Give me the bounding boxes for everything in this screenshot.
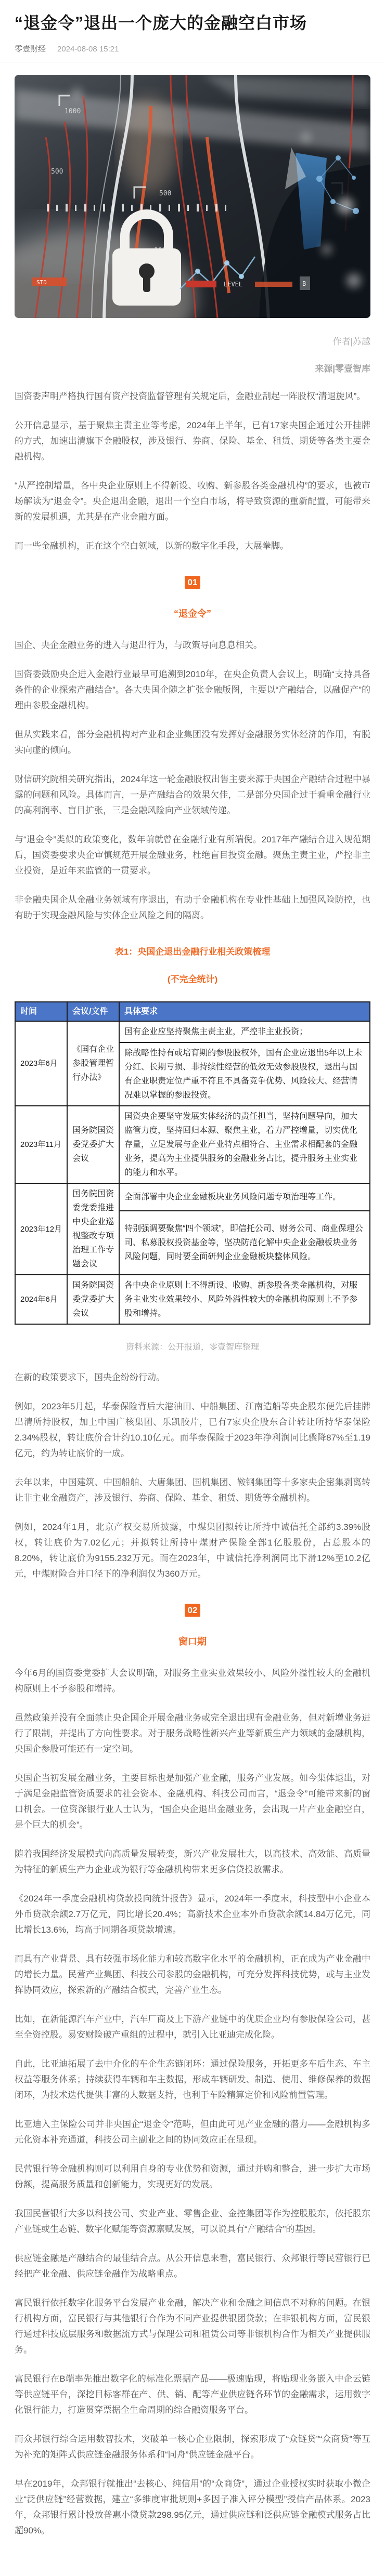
section-title: “退金令” <box>174 609 211 619</box>
paragraph: 非金融央国企从金融业务领域有序退出，有助于金融机构在专业性基础上加强风险防控，也有助于实现金融风险与实体企业风险之间的隔离。 <box>15 895 370 921</box>
table-cell-req: 国资央企要坚守发展实体经济的责任担当，坚持问题导向，加大监管力度，坚持回归本源、聚焦主业，着力严控增量，切实优化存量，立足发展与企业产业特点相符合、主业需求相配套的金融业务，提高为主业提供服务的金融业务占比，提升服务主业实业的能力和水平。 <box>119 1106 370 1183</box>
table-cell-time: 2023年6月 <box>15 1021 67 1106</box>
paragraph: 例如，2024年1月，北京产权交易所披露，中煤集团拟转让所持中诚信托全部约3.39%股权，转让底价为7.02亿元；并拟转让所持中煤财产保险全部1亿股股份，占总股本的8.20%，转让底价为9155.232万元。而在2023年，中诚信托净利润同比下滑12%至10.2亿元，中煤财险合并口径下的净利润仅为360万元。 <box>15 1522 370 1579</box>
paragraph: 但从实践来看，部分金融机构对产业和企业集团没有发挥好金融服务实体经济的作用，有脱实向虚的倾向。 <box>15 730 370 756</box>
paragraph: 财信研究院相关研究指出，2024年这一轮金融股权出售主要来源于央国企产融结合过程中暴露的问题和风险。具体而言，一是产融结合的效果欠佳，二是部分央国企过于看重金融行业的高利润率、盲目扩张，三是金融风险向产业领域传递。 <box>15 774 370 816</box>
header-cell-doc: 会议/文件 <box>67 1002 119 1021</box>
svg-text:LEVEL: LEVEL <box>224 281 243 288</box>
table-cell-doc: 《国有企业参股管理暂行办法》 <box>67 1021 119 1106</box>
table-header-row <box>15 1002 370 1021</box>
svg-text:1000: 1000 <box>65 108 81 116</box>
paragraph: 去年以来，中国建筑、中国船舶、大唐集团、国机集团、鞍钢集团等十多家央企密集剥离转让非主业金融资产，涉及银行、券商、保险、基金、租赁、期货等金融机构。 <box>15 1477 370 1503</box>
table-cell-time: 2023年12月 <box>15 1183 67 1275</box>
page-title: “退金令”退出一个庞大的金融空白市场 <box>15 14 307 32</box>
table-caption: 资料来源：公开报道，零壹智库整理 <box>125 1343 259 1352</box>
paragraph: 比亚迪入主保险公司并非央国企“退金令”范畴，但由此可见产业金融的潜力——金融机构多元化资本补充通道，科技公司主副业之间的协同效应正在显现。 <box>15 2119 370 2145</box>
table-title: 表1：央国企退出金融行业相关政策梳理 <box>114 947 271 957</box>
paragraph: 《2024年一季度金融机构贷款投向统计报告》显示，2024年一季度末，科技型中小企业本外币贷款余额2.7万亿元，同比增长20.4%；高新技术企业本外币贷款余额14.84万亿元，同比增长13.6%，均高于同期各项贷款增速。 <box>15 1894 370 1935</box>
paragraph: 国资委声明严格执行国有资产投资监督管理有关规定后，金融业刮起一阵股权“清退旋风”。 <box>15 391 366 402</box>
policy-table <box>15 1001 370 1325</box>
table-cell-time: 2023年11月 <box>15 1106 67 1183</box>
byline <box>15 43 370 54</box>
svg-text:500: 500 <box>159 190 172 198</box>
paragraph: 富民银行依托数字化服务平台发展产业金融，解决产业和金融之间信息不对称的问题。在银行机构方面，富民银行与其他银行合作为不同产业提供银团贷款；在非银机构方面，富民银行通过科技底层服务和数据流方式与保理公司和租赁公司等非银机构合作为相关产业提供服务。 <box>15 2298 370 2355</box>
paragraph: 在新的政策要求下，国央企纷纷行动。 <box>15 1372 165 1383</box>
table-cell-req: 各中央企业原则上不得新设、收购、新参股各类金融机构，对服务主业实业效果较小、风险外溢性较大的金融机构原则上不予参股和增持。 <box>119 1275 370 1324</box>
table-row <box>15 1021 370 1042</box>
section-1-marker <box>15 576 370 620</box>
table-row <box>15 1275 370 1324</box>
paragraph: 而一些金融机构，正在这个空白领域，以新的数字化手段，大展拳脚。 <box>15 541 289 551</box>
svg-text:STD: STD <box>36 279 47 286</box>
paragraph: 民营银行等金融机构则可以利用自身的专业优势和资源，通过并购和整合，进一步扩大市场份额，提高服务质量和创新能力，实现更好的发展。 <box>15 2164 370 2190</box>
source-line: 来源|零壹智库 <box>315 364 370 374</box>
paragraph: 央国企当初发展金融业务，主要目标也是加强产业金融，服务产业发展。如今集体退出，对于满足金融监管资质要求的社会资本、金融机构、科技公司而言，“退金令”可能带来新的窗口机会。一位资深银行业人士认为，“国企央企退出金融业务，会出现一片产业金融空白，是个巨大的机会”。 <box>15 1773 370 1830</box>
table-cell-req: 除战略性持有或培育期的参股股权外，国有企业应退出5年以上未分红、长期亏损、非持续性经营的低效无效参股股权，退出与国有企业职责定位严重不符且不具备竞争优势、风险较大、经营情况难以掌握的参股投资。 <box>119 1042 370 1106</box>
paragraph: 富民银行在B端率先推出数字化的标准化票据产品——极速贴现，将贴现业务嵌入中企云链等供应链平台，深挖目标客群在产、供、销、配等产业供应链各环节的金融需求，运用数字化银行能力，打造贯穿票据全生命周期的综合融资服务平台。 <box>15 2374 370 2415</box>
header-cell-time: 时间 <box>15 1002 67 1021</box>
paragraph: 与“退金令”类似的政策变化，数年前就曾在金融行业有所端倪。2017年产融结合进入规范期后，国资委要求央企审慎规范开展金融业务，杜绝盲目投资金融。聚焦主责主业，严控非主业投资，是近年来监管的一贯要求。 <box>15 835 370 876</box>
table-cell-req: 全面部署中央企业金融板块业务风险问题专项治理等工作。 <box>119 1183 370 1211</box>
paragraph: 虽然政策并没有全面禁止央企国企开展金融业务或完全退出现有金融业务，但对新增业务进行了限制，并提出了方向性要求。对于服务战略性新兴产业等新质生产力领域的金融机构，央国企参股可能还有一定空间。 <box>15 1713 370 1754</box>
section-title: 窗口期 <box>178 1636 207 1647</box>
paragraph: 而众邦银行综合运用数智技术，突破单一核心企业限制，探索形成了“众链贷”“众商贷”等互为补充的矩阵式供应链金融服务体系和“同舟”供应链金融平台。 <box>15 2434 370 2460</box>
account-name-link[interactable]: 零壹财经 <box>15 45 46 54</box>
header-cell-req: 具体要求 <box>119 1002 370 1021</box>
paragraph: 供应链金融是产融结合的最佳结合点。从公开信息来看，富民银行、众邦银行等民营银行已经把产业金融、供应链金融作为战略重点。 <box>15 2253 370 2279</box>
paragraph: “从严控制增量，各中央企业原则上不得新设、收购、新参股各类金融机构”的要求，也被市场解读为“退金令”。央企退出金融，退出一个空白市场，将导致资源的重新配置，可能带来新的发展机遇，尤其是在产业金融方面。 <box>15 481 370 522</box>
hero-image[interactable] <box>15 75 370 318</box>
hero-art <box>15 75 370 318</box>
paragraph: 今年6月的国资委党委扩大会议明确，对服务主业实业效果较小、风险外溢性较大的金融机构原则上不予参股和增持。 <box>15 1668 370 1694</box>
table-row <box>15 1106 370 1183</box>
paragraph: 自此，比亚迪拓展了去中介化的车企生态链闭环：通过保险服务，开拓更多车后生态、车主权益等服务体系；持续获得车辆和车主数据，形成车辆研发、制造、使用、维修保养的数据闭环，为技术迭代提供丰富的大数据支持，也利于车险精算定价和风险前置管理。 <box>15 2059 370 2101</box>
table-cell-time: 2024年6月 <box>15 1275 67 1324</box>
author-line: 作者|苏越 <box>332 337 370 347</box>
paragraph: 而具有产业背景、具有较强市场化能力和较高数字化水平的金融机构，正在成为产业金融中的增长力量。民营产业集团、科技公司参股的金融机构，可充分发挥科技优势，或与主业发挥协同效应，探索新的产融结合模式，完善产业生态。 <box>15 1954 370 1996</box>
table-cell-doc: 国务院国资委党委扩大会议 <box>67 1106 119 1183</box>
table-cell-doc: 国务院国资委党委推进中央企业巡视整改专项治理工作专题会议 <box>67 1183 119 1275</box>
table-cell-req: 国有企业应坚持聚焦主责主业，严控非主业投资； <box>119 1021 370 1042</box>
section-2-marker <box>15 1604 370 1648</box>
paragraph: 早在2019年，众邦银行就推出“去核心、纯信用”的“众商贷”，通过企业授权实时获取小微企业“泛供应链”经营数据，建立“多维度审批规则+多因子准入评分模型”授信产品体系。2023年，众邦银行累计投放普惠小微贷款298.95亿元，通过供应链和泛供应链金融模式服务占比超90%。 <box>15 2479 370 2536</box>
svg-text:B: B <box>302 280 306 288</box>
svg-text:500: 500 <box>51 168 63 176</box>
table-cell-req: 特别强调要聚焦“四个领域”，即信托公司、财务公司、商业保理公司、私募股权投资基金等，坚决防范化解中央企业金融板块业务风险问题，同时要全面研判企业金融板块整体风险。 <box>119 1211 370 1275</box>
paragraph: 国企、央企金融业务的进入与退出行为，与政策导向息息相关。 <box>15 640 262 651</box>
paragraph: 国资委鼓励央企进入金融行业最早可追溯到2010年，在央企负责人会议上，明确“支持具备条件的企业探索产融结合”。各大央国企随之扩张金融版图，主要以“产融结合，以融促产”的理由参股金融机构。 <box>15 669 370 711</box>
paragraph: 随着我国经济发展模式向高质量发展转变，新兴产业发展壮大，以高技术、高效能、高质量为特征的新质生产力企业或为银行等金融机构带来更多信贷投放需求。 <box>15 1849 370 1875</box>
section-number-badge: 01 <box>185 576 201 589</box>
paragraph: 比如，在新能源汽车产业中，汽车厂商及上下游产业链中的优质企业均有参股保险公司，甚至全资控股。易安财险破产重组的过程中，就引入比亚迪完成化险。 <box>15 2014 370 2040</box>
paragraph: 例如，2023年5月起，华泰保险背后大港油田、中船集团、江南造船等央企股东便先后挂牌出清所持股权，加上中国广核集团、乐凯胶片，已有7家央企股东合计转让所持华泰保险2.34%股权，转让底价合计约10.10亿元。而华泰保险于2023年净利润同比骤降87%至1.19亿元，约为转让底价的一成。 <box>15 1402 370 1459</box>
paragraph: 我国民营银行大多以科技公司、实业产业、零售企业、金控集团等作为控股股东，依托股东产业链或生态链、数字化赋能等资源禀赋发展，可以说具有“产融结合”的基因。 <box>15 2209 370 2235</box>
publish-time: 2024-08-08 15:21 <box>57 45 119 54</box>
section-number-badge: 02 <box>185 1604 201 1617</box>
table-cell-doc: 国务院国资委党委扩大会议 <box>67 1275 119 1324</box>
paragraph: 公开信息显示，基于聚焦主责主业等考虑，2024年上半年，已有17家央国企通过公开挂牌的方式，加速出清旗下金融股权，涉及银行、券商、保险、基金、租赁、期货等各类主要金融机构。 <box>15 420 370 462</box>
table-row <box>15 1183 370 1211</box>
table-subtitle: (不完全统计) <box>167 974 218 985</box>
